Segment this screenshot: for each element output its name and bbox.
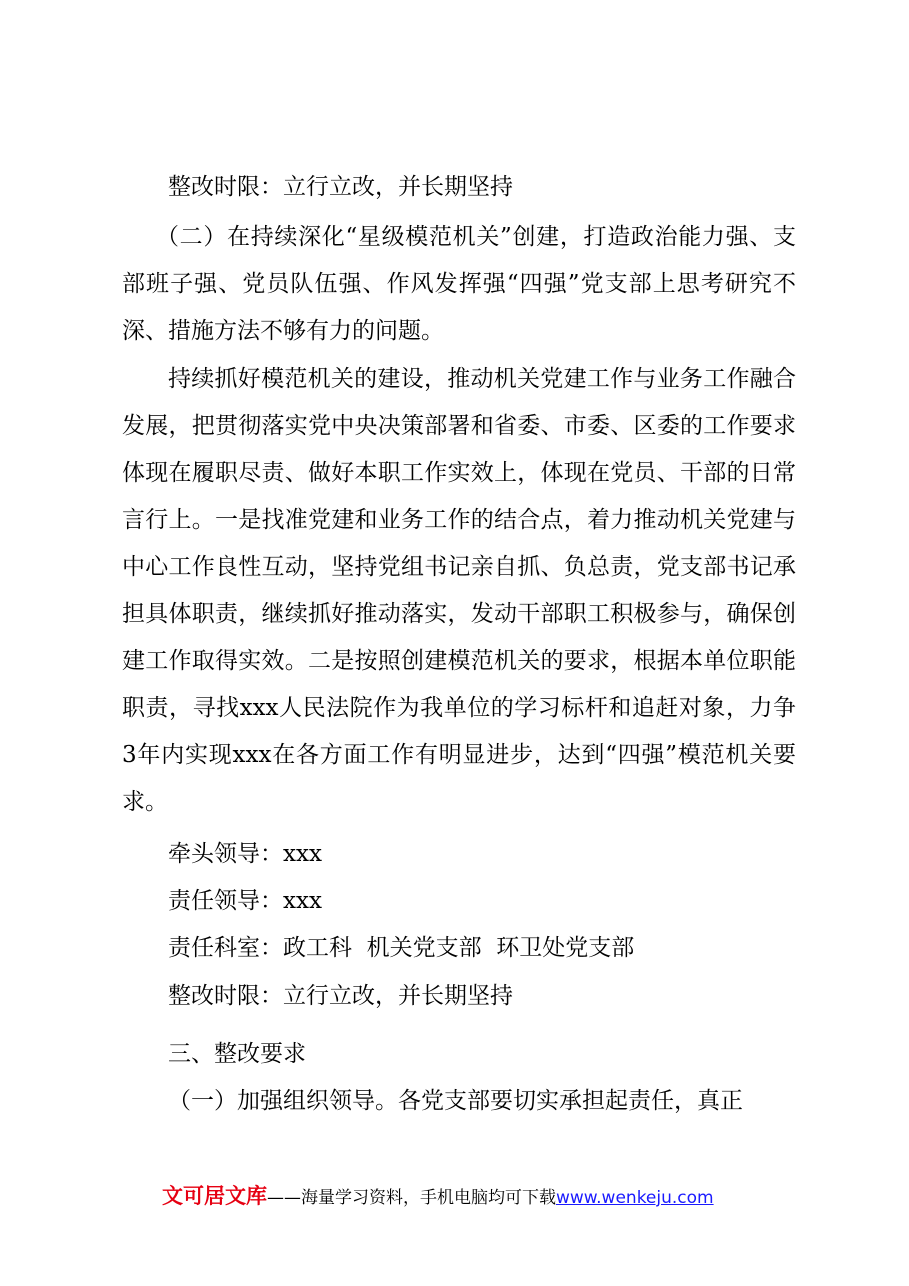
- paragraph-item-two: （二）在持续深化“星级模范机关”创建，打造政治能力强、支部班子强、党员队伍强、作风发挥强“四强”党支部上思考研究不深、措施方法不够有力的问题。: [122, 224, 796, 344]
- deadline-line: 整改时限：立行立改，并长期坚持: [168, 174, 513, 200]
- responsible-leader-line: 责任领导：xxx: [168, 888, 322, 914]
- paragraph-body: 持续抓好模范机关的建设，推动机关党建工作与业务工作融合发展，把贯彻落实党中央决策部署和省委、市委、区委的工作要求体现在履职尽责、做好本职工作实效上，体现在党员、干部的日常言行上。一是找准党建和业务工作的结合点，着力推动机关党建与中心工作良性互动，坚持党组书记亲自抓、负总责，党支部书记承担具体职责，继续抓好推动落实，发动干部职工积极参与，确保创建工作取得实效。二是按照创建模范机关的要求，根据本单位职能职责，寻找xxx人民法院作为我单位的学习标杆和追赶对象，力争3年内实现xxx在各方面工作有明显进步，达到“四强”模范机关要求。: [122, 366, 796, 815]
- footer-slogan: ——海量学习资料，手机电脑均可下载: [267, 1188, 556, 1208]
- footer-brand: 文可居文库: [162, 1184, 267, 1208]
- paragraph-requirement-one: （一）加强组织领导。各党支部要切实承担起责任，真正: [168, 1088, 743, 1114]
- lead-leader-line: 牵头领导：xxx: [168, 841, 322, 867]
- footer-banner: [162, 1183, 714, 1211]
- footer-url-link[interactable]: www.wenkeju.com: [556, 1188, 714, 1208]
- responsible-office-line: 责任科室：政工科 机关党支部 环卫处党支部: [168, 935, 635, 961]
- section-heading-three: 三、整改要求: [168, 1041, 306, 1067]
- deadline-line-2: 整改时限：立行立改，并长期坚持: [168, 983, 513, 1009]
